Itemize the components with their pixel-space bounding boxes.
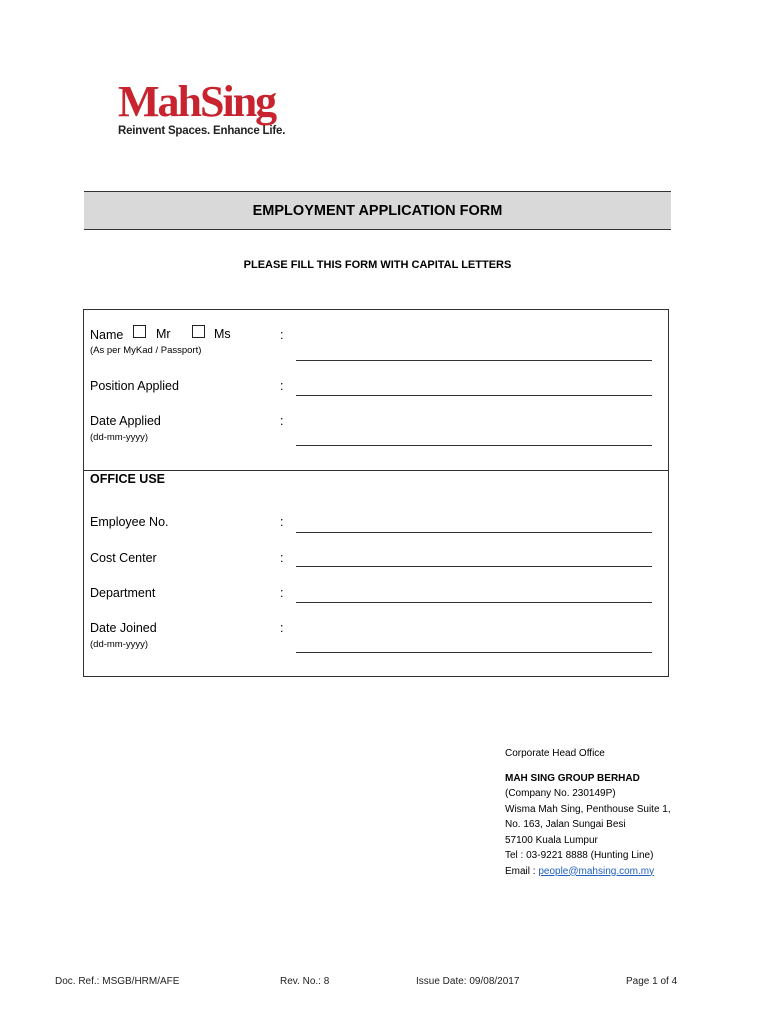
department-label: Department bbox=[90, 586, 156, 600]
telephone: Tel : 03-9221 8888 (Hunting Line) bbox=[505, 850, 654, 861]
email-row bbox=[505, 864, 671, 880]
mr-checkbox[interactable] bbox=[133, 325, 146, 338]
position-applied-field[interactable] bbox=[296, 395, 652, 396]
issue-date: Issue Date: 09/08/2017 bbox=[416, 976, 520, 987]
employee-no-field[interactable] bbox=[296, 532, 652, 533]
email-link[interactable]: people@mahsing.com.my bbox=[538, 865, 655, 877]
application-form bbox=[83, 309, 669, 677]
date-joined-label: Date Joined bbox=[90, 621, 157, 635]
department-field[interactable] bbox=[296, 602, 652, 603]
company-number: (Company No. 230149P) bbox=[505, 788, 616, 799]
employee-no-colon: : bbox=[280, 515, 284, 529]
company-name: MAH SING GROUP BERHAD bbox=[505, 772, 640, 784]
address-heading: Corporate Head Office bbox=[505, 748, 605, 759]
office-use-heading: OFFICE USE bbox=[90, 472, 166, 486]
cost-center-colon: : bbox=[280, 551, 284, 565]
ms-option-label: Ms bbox=[214, 327, 231, 341]
section-divider bbox=[84, 470, 668, 471]
address-line-1: Wisma Mah Sing, Penthouse Suite 1, bbox=[505, 803, 671, 815]
name-colon: : bbox=[280, 328, 284, 342]
date-applied-colon: : bbox=[280, 414, 284, 428]
form-instruction: PLEASE FILL THIS FORM WITH CAPITAL LETTERS bbox=[243, 259, 512, 271]
doc-reference: Doc. Ref.: MSGB/HRM/AFE bbox=[55, 976, 180, 987]
address-line-3: 57100 Kuala Lumpur bbox=[505, 834, 598, 846]
date-applied-field[interactable] bbox=[296, 445, 652, 446]
corporate-address bbox=[505, 746, 671, 879]
date-joined-sublabel: (dd-mm-yyyy) bbox=[90, 639, 149, 650]
date-applied-label: Date Applied bbox=[90, 414, 161, 428]
address-line-2: No. 163, Jalan Sungai Besi bbox=[505, 819, 626, 830]
cost-center-label: Cost Center bbox=[90, 551, 157, 565]
date-joined-field[interactable] bbox=[296, 652, 652, 653]
name-label: Name bbox=[90, 328, 124, 342]
date-joined-colon: : bbox=[280, 621, 284, 635]
position-applied-label: Position Applied bbox=[90, 379, 179, 393]
position-applied-colon: : bbox=[280, 379, 284, 393]
logo-tagline: Reinvent Spaces. Enhance Life. bbox=[118, 125, 286, 137]
page-number: Page 1 of 4 bbox=[626, 976, 678, 987]
name-field[interactable] bbox=[296, 360, 652, 361]
date-applied-sublabel: (dd-mm-yyyy) bbox=[90, 432, 149, 443]
company-logo bbox=[118, 77, 286, 137]
form-title: EMPLOYMENT APPLICATION FORM bbox=[84, 191, 671, 230]
department-colon: : bbox=[280, 586, 284, 600]
name-sublabel: (As per MyKad / Passport) bbox=[90, 345, 202, 356]
ms-checkbox[interactable] bbox=[192, 325, 205, 338]
cost-center-field[interactable] bbox=[296, 566, 652, 567]
mr-option-label: Mr bbox=[156, 327, 171, 341]
revision-number: Rev. No.: 8 bbox=[280, 976, 330, 987]
employee-no-label: Employee No. bbox=[90, 515, 169, 529]
email-label: Email : bbox=[505, 865, 539, 877]
logo-wordmark: MahSing bbox=[118, 77, 276, 126]
